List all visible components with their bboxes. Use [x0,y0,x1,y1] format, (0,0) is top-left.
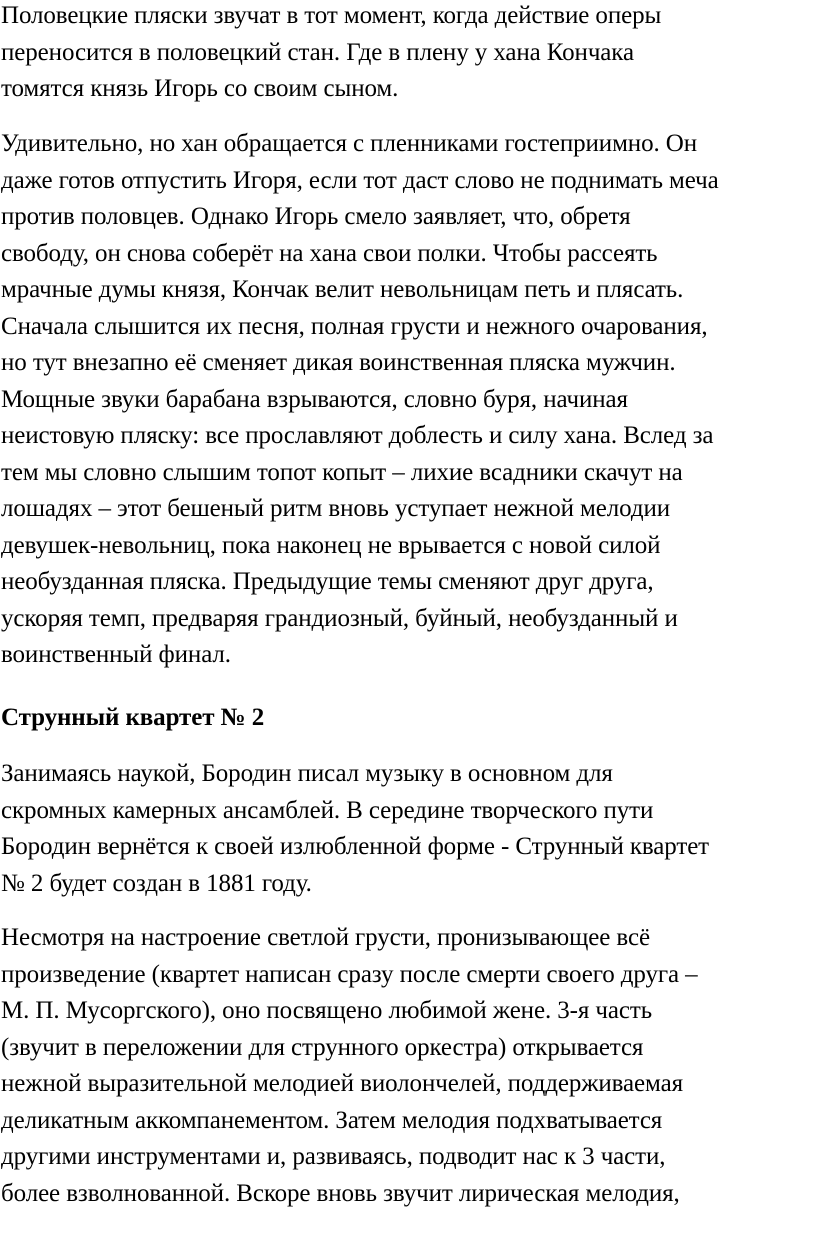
text-line: произведение (квартет написан сразу после смерти своего друга – [1,960,698,988]
text-line: томятся князь Игорь со своим сыном. [1,75,399,102]
text-line: переносится в половецкий стан. Где в плену у хана Кончака [1,38,634,66]
paragraph-quartet-description [1,920,813,1212]
heading-text: Струнный квартет № 2 [1,704,265,731]
text-line: Мощные звуки барабана взрываются, словно буря, начиная [1,385,628,413]
text-line: нежной выразительной мелодией виолончелей, поддерживаемая [1,1070,683,1097]
text-line: против половцев. Однако Игорь смело заявляет, что, обретя [1,203,631,230]
paragraph-khan-hospitality [1,126,813,674]
text-line: тем мы словно слышим топот копыт – лихие всадники скачут на [1,458,683,486]
text-line: Несмотря на настроение светлой грусти, пронизывающее всё [1,924,650,951]
text-line: мрачные думы князя, Кончак велит невольницам петь и плясать. [1,276,684,303]
text-line: другими инструментами и, развиваясь, подводит нас к 3 части, [1,1143,666,1170]
text-line: ускоряя темп, предваряя грандиозный, буйный, необузданный и [1,604,678,632]
text-line: более взволнованной. Вскоре вновь звучит лирическая мелодия, [1,1179,680,1207]
text-line: даже готов отпустить Игоря, если тот даст слово не поднимать меча [1,166,719,194]
text-line: необузданная пляска. Предыдущие темы сменяют друг друга, [1,568,654,595]
text-line: воинственный финал. [1,641,231,668]
text-line: лошадях – этот бешеный ритм вновь уступает нежной мелодии [1,495,671,522]
text-line: Половецкие пляски звучат в тот момент, когда действие оперы [1,2,662,29]
text-line: № 2 будет создан в 1881 году. [1,869,312,897]
text-line: девушек-невольниц, пока наконец не врывается с новой силой [1,531,661,559]
paragraph-polovtsian-dances [1,0,813,108]
text-line: Бородин вернётся к своей излюбленной форме - Струнный квартет [1,833,710,860]
text-line: М. П. Мусоргского), оно посвящено любимой жене. 3-я часть [1,997,653,1024]
paragraph-borodin-science [1,756,813,902]
text-line: Занимаясь наукой, Бородин писал музыку в основном для [1,760,613,787]
section-heading [1,700,813,737]
text-line: (звучит в переложении для струнного оркестра) открывается [1,1033,644,1061]
text-line: свободу, он снова соберёт на хана свои полки. Чтобы рассеять [1,239,658,267]
text-line: деликатным аккомпанементом. Затем мелодия подхватывается [1,1106,663,1134]
text-line: Сначала слышится их песня, полная грусти и нежного очарования, [1,312,708,340]
text-line: но тут внезапно её сменяет дикая воинственная пляска мужчин. [1,349,676,376]
text-line: Удивительно, но хан обращается с пленниками гостеприимно. Он [1,130,698,157]
text-line: скромных камерных ансамблей. В середине творческого пути [1,796,654,824]
text-line: неистовую пляску: все прославляют доблесть и силу хана. Вслед за [1,422,714,449]
